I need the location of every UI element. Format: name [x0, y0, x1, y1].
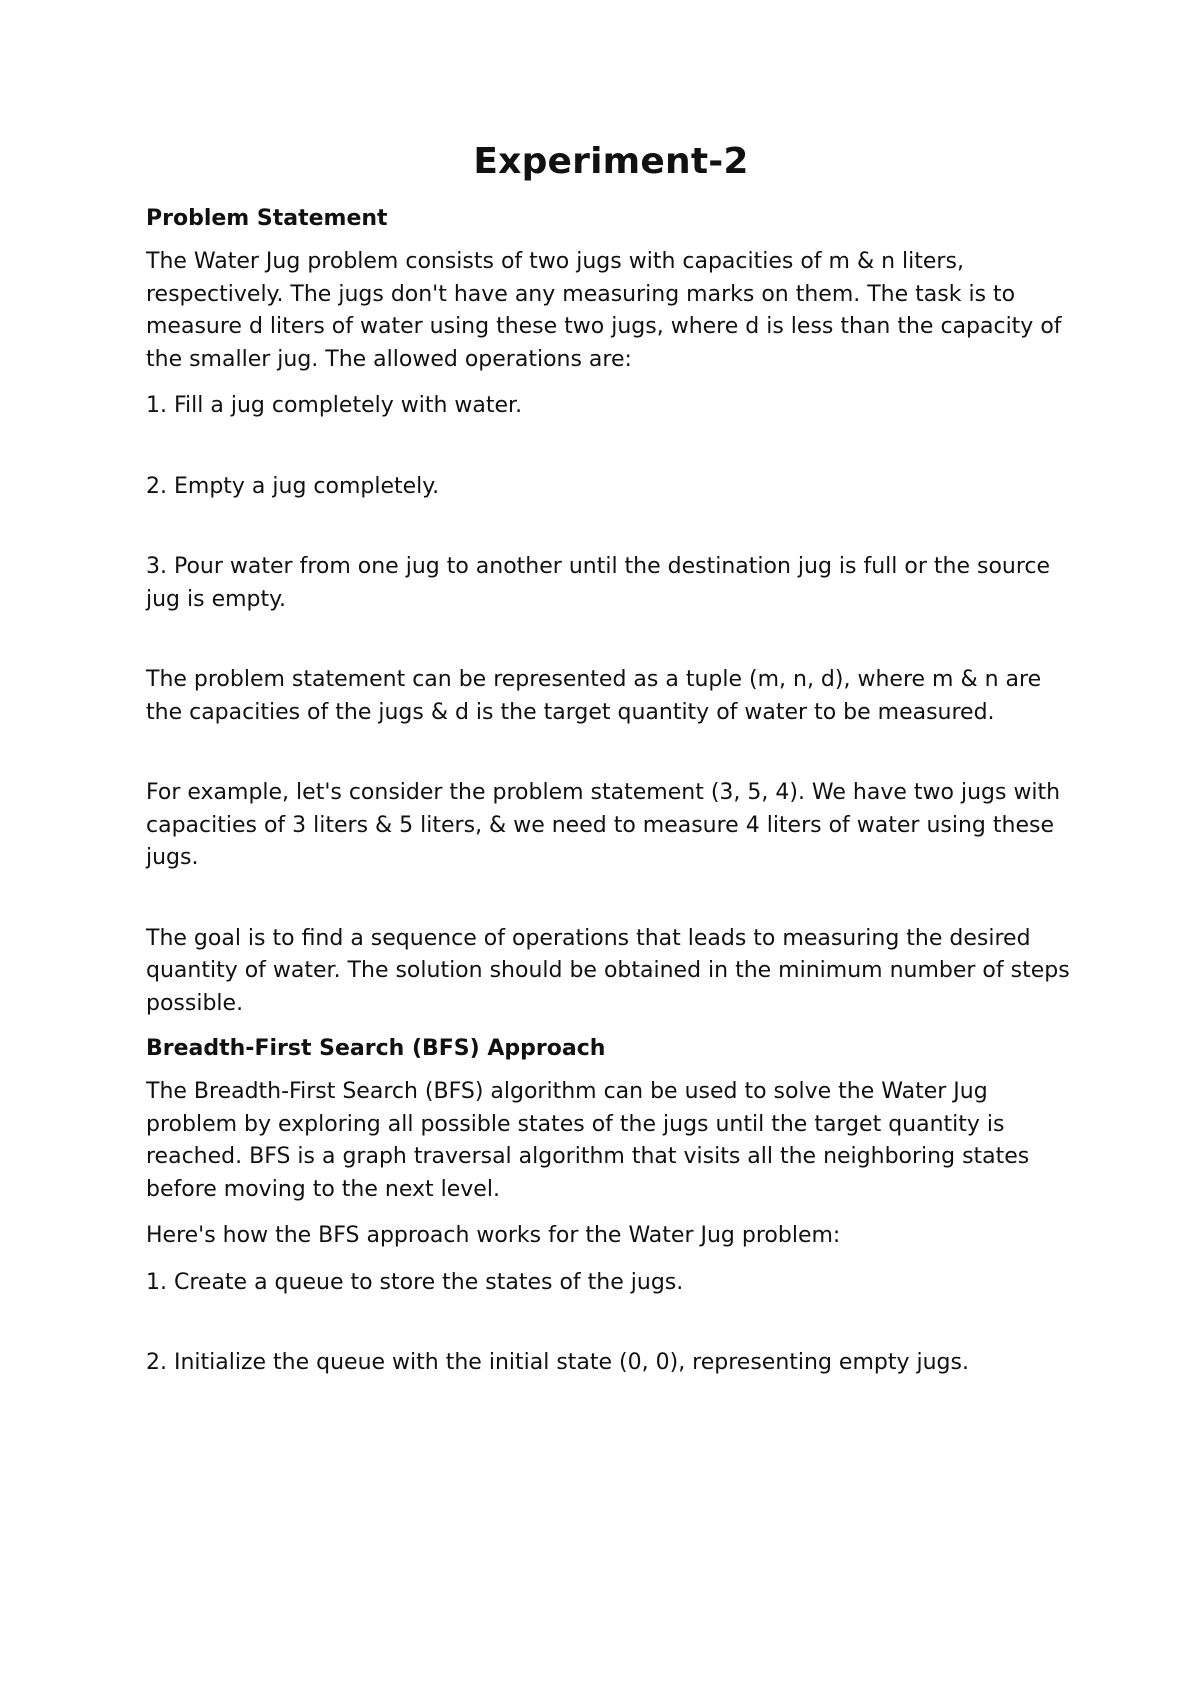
operation-item-3: 3. Pour water from one jug to another until the destination jug is full or the source jug is empty.: [146, 554, 1051, 612]
bfs-step-1: 1. Create a queue to store the states of the jugs.: [146, 1269, 684, 1295]
operation-item-1: 1. Fill a jug completely with water.: [146, 393, 523, 418]
section-heading-bfs-approach: Breadth-First Search (BFS) Approach: [146, 1036, 606, 1061]
section-heading-problem-statement: Problem Statement: [146, 206, 388, 231]
bfs-howto-paragraph: Here's how the BFS approach works for the Water Jug problem:: [146, 1223, 841, 1248]
bfs-step-2: 2. Initialize the queue with the initial state (0, 0), representing empty jugs.: [146, 1350, 969, 1375]
document-page: [146, 140, 1076, 1394]
bfs-intro-paragraph: The Breadth-First Search (BFS) algorithm can be used to solve the Water Jug problem by exploring all possible states of the jugs until the target quantity is reached. BFS is a graph traversal algorithm that visits all the neighboring states before moving to the next level.: [146, 1079, 1030, 1202]
problem-intro-paragraph: The Water Jug problem consists of two jugs with capacities of m & n liters, respectively. The jugs don't have any measuring marks on them. The task is to measure d liters of water using these two jugs, where d is less than the capacity of the smaller jug. The allowed operations are:: [146, 249, 1062, 372]
goal-paragraph: The goal is to find a sequence of operations that leads to measuring the desired quantity of water. The solution should be obtained in the minimum number of steps possible.: [146, 925, 1070, 1016]
operation-item-2: 2. Empty a jug completely.: [146, 473, 440, 499]
example-paragraph: For example, let's consider the problem statement (3, 5, 4). We have two jugs with capacities of 3 liters & 5 liters, & we need to measure 4 liters of water using these jugs.: [146, 780, 1061, 870]
document-title: Experiment-2: [473, 141, 749, 182]
tuple-paragraph: The problem statement can be represented as a tuple (m, n, d), where m & n are the capacities of the jugs & d is the target quantity of water to be measured.: [146, 667, 1042, 725]
